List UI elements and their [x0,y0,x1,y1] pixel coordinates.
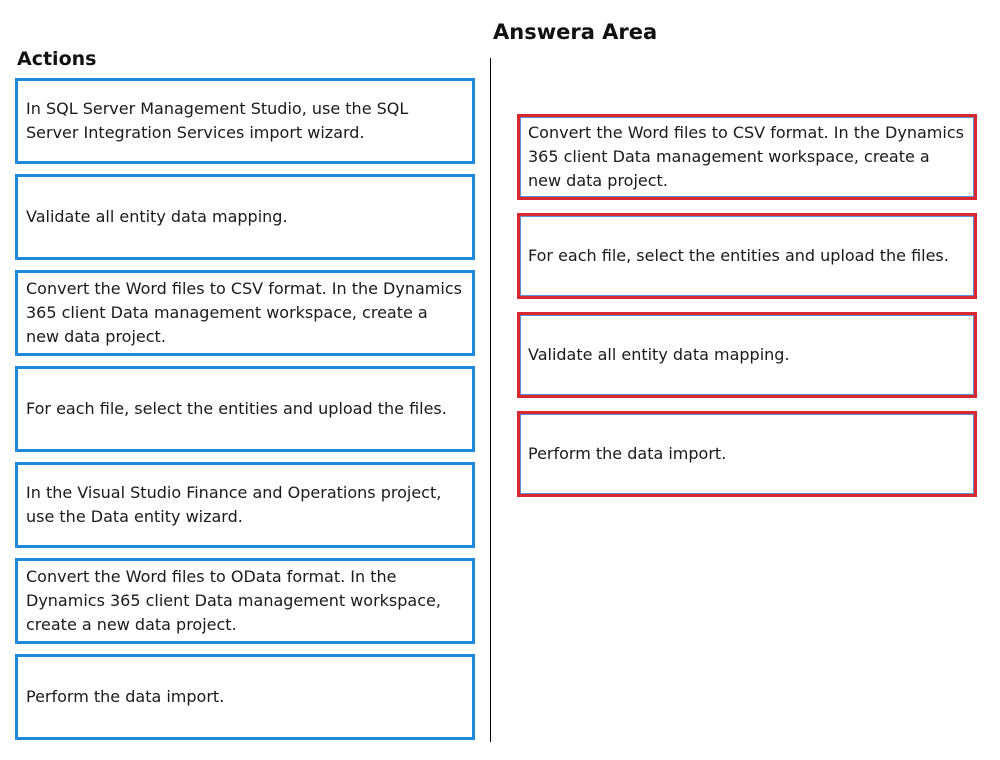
actions-heading: Actions [17,48,97,70]
column-divider [490,58,491,742]
action-item[interactable] [15,462,475,548]
answer-area-list [517,114,977,510]
answer-slot[interactable] [517,411,977,497]
action-item-label: Perform the data import. [26,687,225,706]
action-item[interactable] [15,270,475,356]
action-item-label: Convert the Word files to CSV format. In the Dynamics 365 client Data management workspace, create a new data project. [26,279,462,346]
action-item[interactable] [15,174,475,260]
answer-slot-label: Perform the data import. [528,444,727,463]
answer-slot-label: Validate all entity data mapping. [528,345,790,364]
action-item[interactable] [15,558,475,644]
action-item[interactable] [15,78,475,164]
action-item[interactable] [15,654,475,740]
action-item-label: In SQL Server Management Studio, use the SQL Server Integration Services import wizard. [26,99,409,142]
answer-slot-label: For each file, select the entities and upload the files. [528,246,949,265]
answer-slot[interactable] [517,312,977,398]
action-item-label: Validate all entity data mapping. [26,207,288,226]
answer-slot-label: Convert the Word files to CSV format. In the Dynamics 365 client Data management workspace, create a new data project. [528,123,964,190]
answer-slot[interactable] [517,114,977,200]
action-item-label: Convert the Word files to OData format. In the Dynamics 365 client Data management workspace, create a new data project. [26,567,441,634]
actions-list [15,78,475,750]
action-item-label: For each file, select the entities and upload the files. [26,399,447,418]
answer-area-heading: Answera Area [493,20,658,44]
action-item-label: In the Visual Studio Finance and Operations project, use the Data entity wizard. [26,483,442,526]
answer-slot[interactable] [517,213,977,299]
action-item[interactable] [15,366,475,452]
